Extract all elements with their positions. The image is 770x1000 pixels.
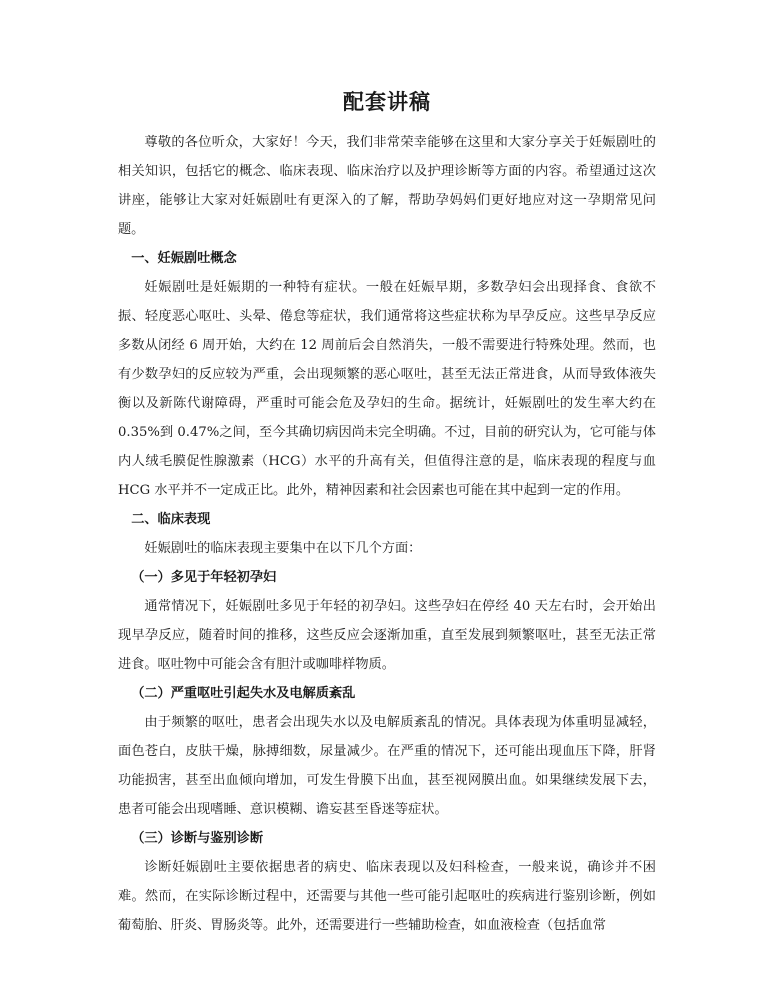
section-heading-clinical: 二、临床表现 <box>131 512 211 527</box>
subsection-heading-young-primipara: （一）多见于年轻初孕妇 <box>131 570 277 585</box>
subsection-heading-diagnosis: （三）诊断与鉴别诊断 <box>131 831 264 846</box>
paragraph-concept: 妊娠剧吐是妊娠期的一种特有症状。一般在妊娠早期，多数孕妇会出现择食、食欲不振、轻度恶心呕吐、头晕、倦怠等症状，我们通常将这些症状称为早孕反应。这些早孕反应多数从闭经 6 周开始，大约在 12 周前后会自然消失，一般不需要进行特殊处理。然而，也有少数孕妇的反应较为严重，会出现频繁的恶心呕吐，甚至无法正常进食，从而导致体液失衡以及新陈代谢障碍，严重时可能会危及孕妇的生命。据统计，妊娠剧吐的发生率大约在 0.35%到 0.47%之间，至今其确切病因尚未完全明确。不过，目前的研究认为，它可能与体内人绒毛膜促性腺激素（HCG）水平的升高有关，但值得注意的是，临床表现的程度与血 HCG 水平并不一定成正比。此外，精神因素和社会因素也可能在其中起到一定的作用。 <box>118 280 656 498</box>
section-heading-concept: 一、妊娠剧吐概念 <box>131 251 237 266</box>
paragraph-intro: 尊敬的各位听众，大家好！今天，我们非常荣幸能够在这里和大家分享关于妊娠剧吐的相关知识，包括它的概念、临床表现、临床治疗以及护理诊断等方面的内容。希望通过这次讲座，能够让大家对妊娠剧吐有更深入的了解，帮助孕妈妈们更好地应对这一孕期常见问题。 <box>118 135 656 237</box>
paragraph-clinical-intro: 妊娠剧吐的临床表现主要集中在以下几个方面： <box>144 541 422 556</box>
page-title: 配套讲稿 <box>343 89 431 114</box>
subsection-heading-dehydration: （二）严重呕吐引起失水及电解质紊乱 <box>131 686 356 701</box>
paragraph-diagnosis: 诊断妊娠剧吐主要依据患者的病史、临床表现以及妇科检查，一般来说，确诊并不困难。然而，在实际诊断过程中，还需要与其他一些可能引起呕吐的疾病进行鉴别诊断，例如葡萄胎、肝炎、胃肠炎等。此外，还需要进行一些辅助检查，如血液检查（包括血常 <box>118 860 656 933</box>
paragraph-young-primipara: 通常情况下，妊娠剧吐多见于年轻的初孕妇。这些孕妇在停经 40 天左右时，会开始出现早孕反应，随着时间的推移，这些反应会逐渐加重，直至发展到频繁呕吐，甚至无法正常进食。呕吐物中可能会含有胆汁或咖啡样物质。 <box>118 599 656 672</box>
paragraph-dehydration: 由于频繁的呕吐，患者会出现失水以及电解质紊乱的情况。具体表现为体重明显减轻，面色苍白，皮肤干燥，脉搏细数，尿量减少。在严重的情况下，还可能出现血压下降，肝肾功能损害，甚至出血倾向增加，可发生骨膜下出血，甚至视网膜出血。如果继续发展下去，患者可能会出现嗜睡、意识模糊、谵妄甚至昏迷等症状。 <box>118 715 656 817</box>
